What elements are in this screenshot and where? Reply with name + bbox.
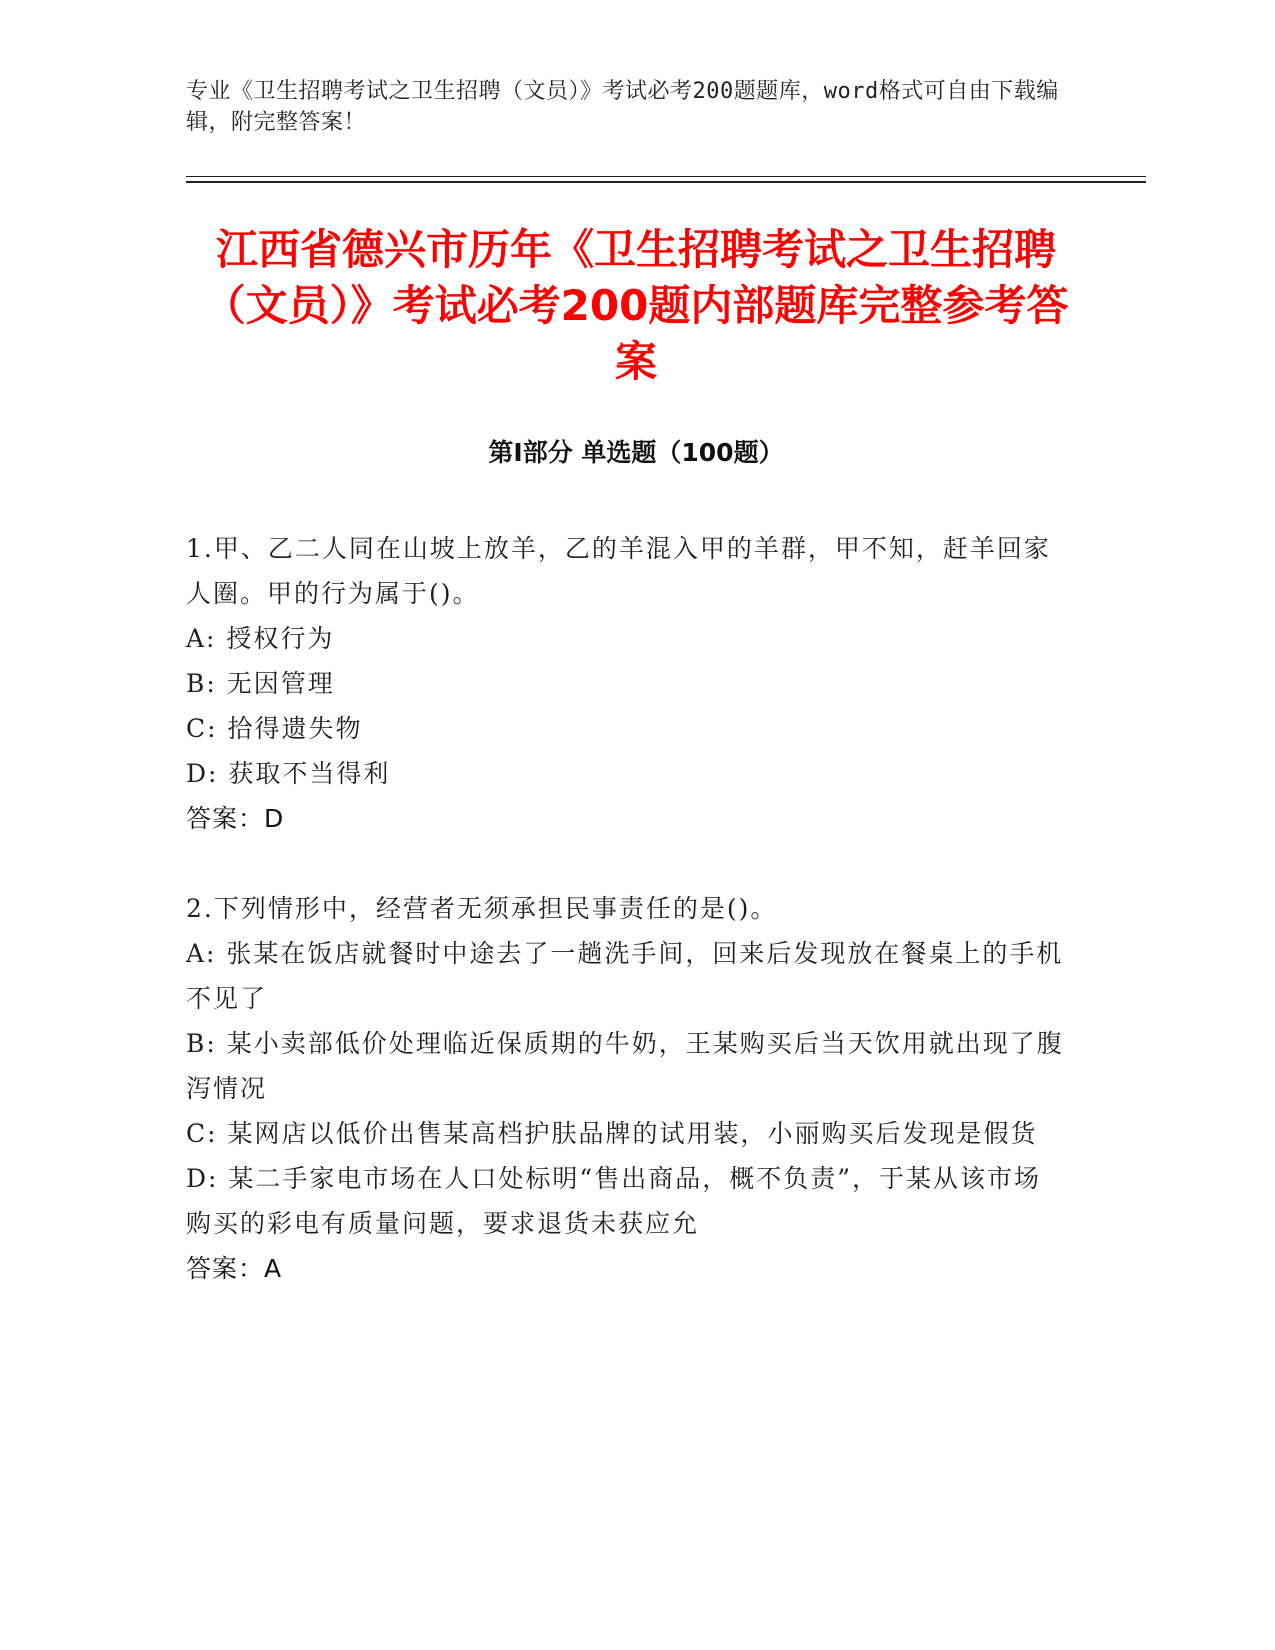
question-2: [186, 886, 1066, 1291]
option-d: D: 某二手家电市场在人口处标明“售出商品，概不负责”，于某从该市场购买的彩电有质量问题，要求退货未获应允: [186, 1164, 1041, 1238]
question-1: [186, 526, 1066, 841]
answer-line: 答案：D: [186, 804, 285, 833]
option-a: A: 张某在饭店就餐时中途去了一趟洗手间，回来后发现放在餐桌上的手机不见了: [186, 939, 1064, 1013]
header-divider-thin: [186, 176, 1146, 177]
option-c: C: 拾得遗失物: [186, 714, 363, 743]
question-stem: 2.下列情形中，经营者无须承担民事责任的是()。: [186, 894, 778, 923]
answer-line: 答案：A: [186, 1254, 283, 1283]
option-b: B: 无因管理: [186, 669, 335, 698]
section-title: 第Ⅰ部分 单选题（100题）: [488, 438, 784, 467]
header-divider-thick: [186, 181, 1146, 183]
question-stem: 1.甲、乙二人同在山坡上放羊，乙的羊混入甲的羊群，甲不知，赶羊回家人圈。甲的行为属于()。: [186, 534, 1051, 608]
option-b: B: 某小卖部低价处理临近保质期的牛奶，王某购买后当天饮用就出现了腹泻情况: [186, 1029, 1064, 1103]
option-c: C: 某网店以低价出售某高档护肤品牌的试用装，小丽购买后发现是假货: [186, 1119, 1038, 1148]
option-a: A: 授权行为: [186, 624, 335, 653]
header-note: 专业《卫生招聘考试之卫生招聘（文员）》考试必考200题题库，word格式可自由下载编辑，附完整答案！: [186, 79, 1059, 135]
option-d: D: 获取不当得利: [186, 759, 391, 788]
document-title: 江西省德兴市历年《卫生招聘考试之卫生招聘（文员）》考试必考200题内部题库完整参考答案: [203, 225, 1069, 386]
